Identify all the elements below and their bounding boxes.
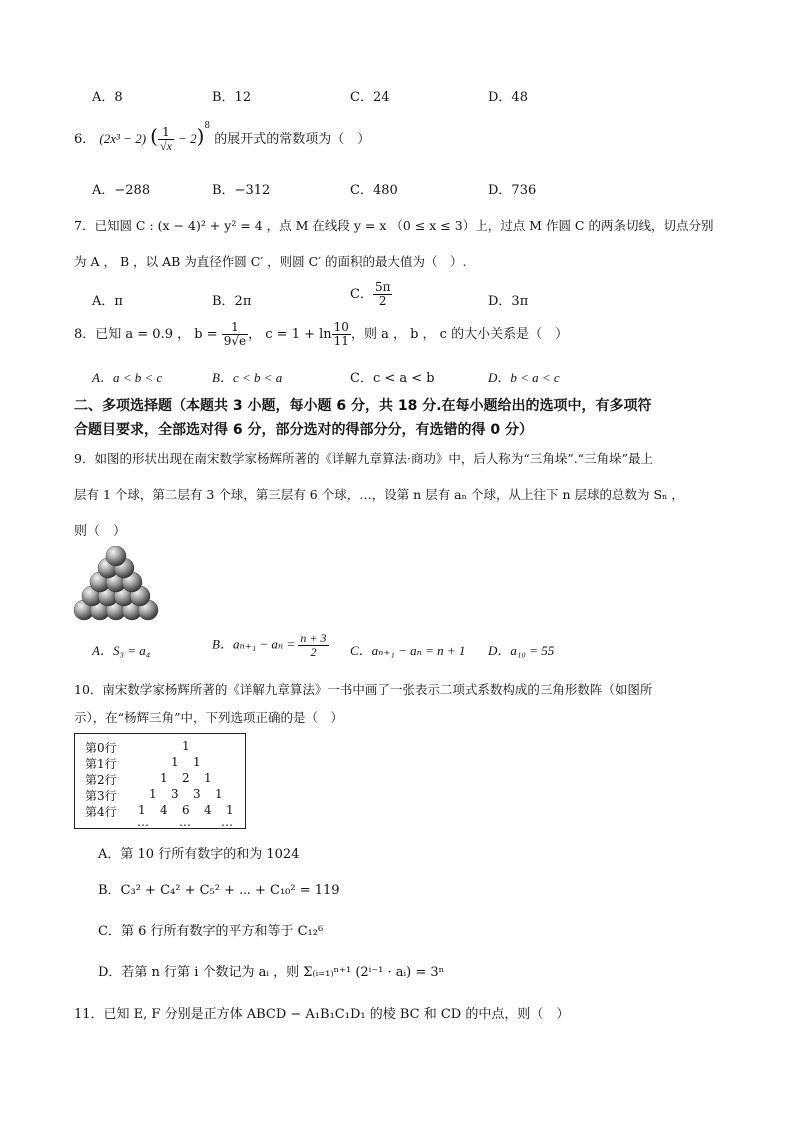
table-cell: 1 xyxy=(149,787,157,801)
table-row-label: 第1行 xyxy=(85,757,117,771)
q10-option-c: C．第 6 行所有数字的平方和等于 C₁₂⁶ xyxy=(98,924,324,939)
sphere-pyramid-image xyxy=(72,546,164,624)
q5-option-a: A．8 xyxy=(92,90,123,105)
table-cell: 6 xyxy=(182,803,190,817)
q8-stem: 8．已知 a = 0.9 ， b = $\frac{1}{9√e}$ ， c = 1 + ln $\frac{10}{11}$ ，则 a ， b ， c 的大小关系是（ ） xyxy=(74,320,569,349)
q6-option-b: B．−312 xyxy=(212,183,271,198)
q10-option-b: B．C₃² + C₄² + C₅² + ⋯ + C₁₀² = 119 xyxy=(98,883,340,898)
q6-stem-text: 的展开式的常数项为（ ） xyxy=(214,132,371,147)
table-cell: 3 xyxy=(193,787,201,801)
q6-number: 6． xyxy=(74,132,96,147)
q10-line1: 10．南宋数学家杨辉所著的《详解九章算法》一书中画了一张表示二项式系数构成的三角形数阵（如图所 xyxy=(74,682,653,697)
table-cell: 4 xyxy=(160,803,168,817)
q7-line1: 7．已知圆 C : (x − 4)² + y² = 4 ，点 M 在线段 y = x （0 ≤ x ≤ 3）上，过点 M 作圆 C 的两条切线，切点分别 xyxy=(74,218,714,233)
q7-option-b: B．2π xyxy=(212,294,252,309)
section2-heading-line2: 合题目要求，全部选对得 6 分，部分选对的得部分分，有选错的得 0 分） xyxy=(74,422,533,438)
q8-option-b: B．c < b < a xyxy=(212,370,283,385)
q6-option-a: A．−288 xyxy=(92,183,151,198)
q5-option-d: D．48 xyxy=(488,90,528,105)
q6-expr-tail: − 2 xyxy=(178,131,197,146)
table-cell: 3 xyxy=(171,787,179,801)
q6-expr-left: (2x³ − 2) xyxy=(99,131,147,146)
q9-line3: 则（ ） xyxy=(74,524,127,539)
q8-option-d: D．b < a < c xyxy=(488,370,560,385)
q6-power: 8 xyxy=(204,120,211,131)
q9-option-c: C．aₙ₊₁ − aₙ = n + 1 xyxy=(350,643,466,658)
table-ellipsis: … xyxy=(179,815,191,829)
table-row-label: 第3行 xyxy=(85,789,117,803)
q9-option-b: B．aₙ₊₁ − aₙ = $\frac{n + 3}{2}$ xyxy=(212,631,327,660)
q7-option-d: D．3π xyxy=(488,294,529,309)
table-ellipsis: … xyxy=(221,815,233,829)
q7-option-a: A．π xyxy=(92,294,123,309)
table-cell: 4 xyxy=(204,803,212,817)
table-cell: 1 xyxy=(160,771,168,785)
q7-line2: 为 A ， B ，以 AB 为直径作圆 C′ ，则圆 C′ 的面积的最大值为（ ）. xyxy=(74,254,467,269)
q10-line2: 示），在“杨辉三角”中，下列选项正确的是（ ） xyxy=(74,710,344,725)
q6-fraction: $\frac{1}{√x}$ xyxy=(159,124,172,153)
q7-option-c: C． $\frac{5\pi}{2}$ xyxy=(350,280,391,309)
table-row-label: 第2行 xyxy=(85,773,117,787)
q6-stem: 6． (2x³ − 2) ( $\frac{1}{√x}$ − 2)$^8$ 的展开式的常数项为（ ） xyxy=(74,120,371,153)
table-cell: 1 xyxy=(193,755,201,769)
table-cell: 2 xyxy=(182,771,190,785)
table-cell: 1 xyxy=(182,739,190,753)
q8-option-c: C．c < a < b xyxy=(350,371,435,386)
q6-option-c: C．480 xyxy=(350,183,398,198)
q9-line1: 9．如图的形状出现在南宋数学家杨辉所著的《详解九章算法·商功》中，后人称为“三角垛”.“三角垛”最上 xyxy=(74,451,653,466)
q5-option-b: B．12 xyxy=(212,90,252,105)
table-cell: 1 xyxy=(215,787,223,801)
section2-heading-line1: 二、多项选择题（本题共 3 小题，每小题 6 分，共 18 分.在每小题给出的选项中，有多项符 xyxy=(74,398,652,414)
table-cell: 1 xyxy=(204,771,212,785)
q9-line2: 层有 1 个球，第二层有 3 个球，第三层有 6 个球，…，设第 n 层有 aₙ 个球，从上往下 n 层球的总数为 Sₙ ， xyxy=(74,487,684,502)
q6-option-d: D．736 xyxy=(488,183,537,198)
table-cell: 1 xyxy=(171,755,179,769)
table-cell: 1 xyxy=(226,803,234,817)
q5-option-c: C．24 xyxy=(350,90,390,105)
table-cell: 1 xyxy=(138,803,146,817)
q10-option-a: A．第 10 行所有数字的和为 1024 xyxy=(98,847,300,862)
q8-option-a: A．a < b < c xyxy=(92,370,163,385)
q9-option-d: D．a₁₀ = 55 xyxy=(488,643,555,658)
yanghui-triangle-table xyxy=(74,733,246,829)
table-ellipsis: … xyxy=(137,815,149,829)
table-row-label: 第0行 xyxy=(85,741,117,755)
q11-line1: 11．已知 E, F 分别是正方体 ABCD − A₁B₁C₁D₁ 的棱 BC 和 CD 的中点，则（ ） xyxy=(74,1007,570,1022)
q9-option-a: A．S₃ = a₄ xyxy=(92,643,151,658)
table-row-label: 第4行 xyxy=(85,805,117,819)
q10-option-d: D．若第 n 行第 i 个数记为 aᵢ ，则 Σ₍ᵢ₌₁₎ⁿ⁺¹ (2ⁱ⁻¹ · aᵢ) = 3ⁿ xyxy=(98,965,445,980)
